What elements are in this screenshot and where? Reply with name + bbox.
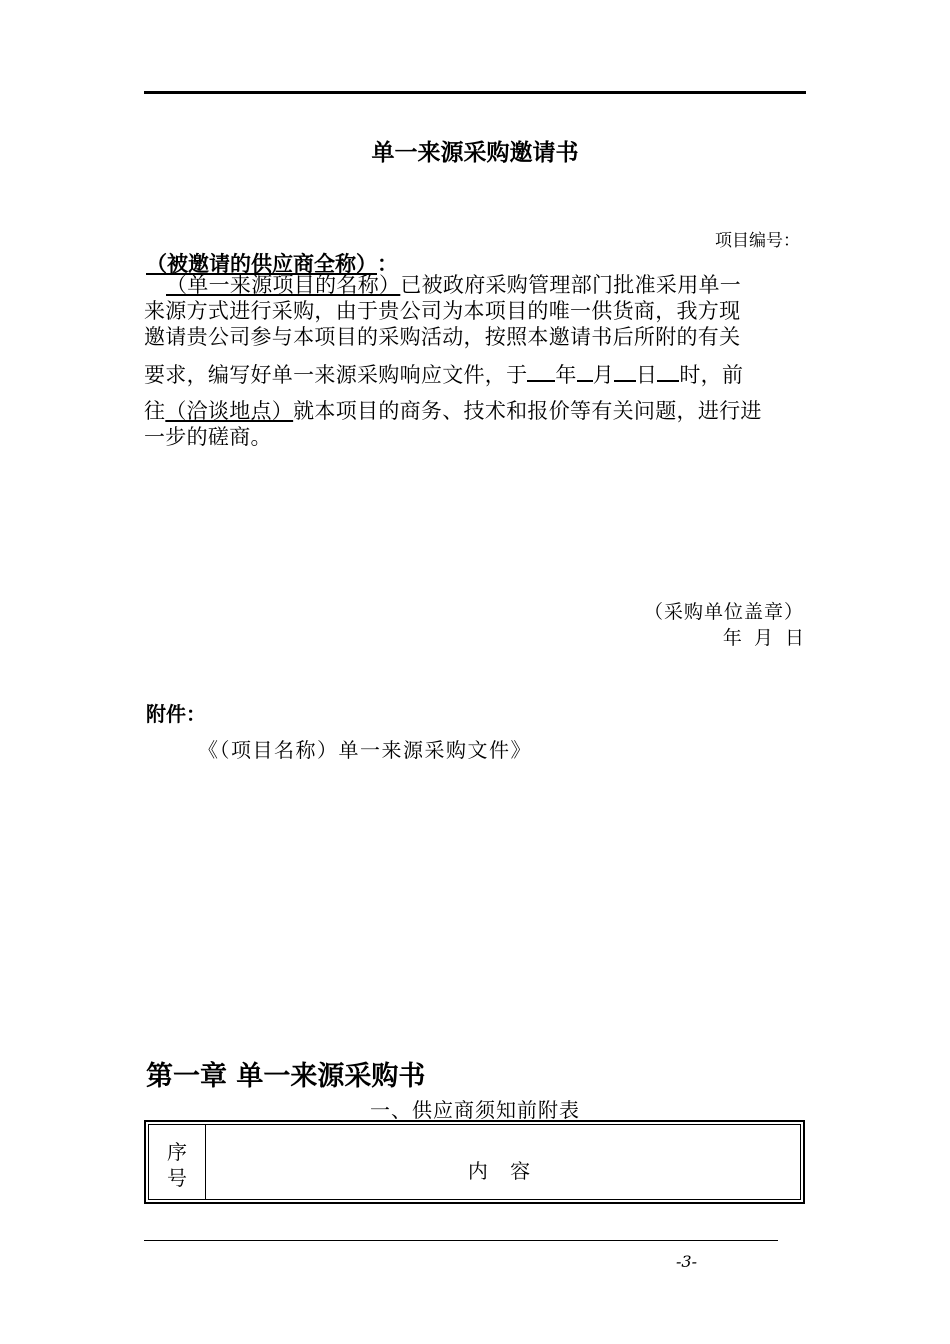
footer-rule <box>144 1240 778 1241</box>
year-label: 年 <box>555 363 577 387</box>
body-line-5-prefix: 往 <box>144 399 166 423</box>
section-heading: 一、供应商须知前附表 <box>370 1098 580 1122</box>
body-line-5-text: 就本项目的商务、技术和报价等有关问题，进行进 <box>293 399 762 423</box>
body-line-6: 一步的磋商。 <box>144 425 272 449</box>
top-rule <box>144 91 806 94</box>
table-inner-border <box>148 1124 801 1200</box>
body-line-1 <box>144 272 741 298</box>
body-line-2: 来源方式进行采购，由于贵公司为本项目的唯一供货商，我方现 <box>144 299 741 323</box>
document-title: 单一来源采购邀请书 <box>371 140 579 166</box>
body-line-4 <box>144 360 743 388</box>
meeting-place-placeholder: （洽谈地点） <box>165 399 294 423</box>
supplier-notice-table <box>144 1120 805 1204</box>
attachment-item: 《（项目名称）单一来源采购文件》 <box>198 738 532 762</box>
addressee-colon: ： <box>377 251 398 276</box>
table-header-content: 内 容 <box>467 1159 539 1183</box>
table-header-seq-1: 序 <box>167 1140 187 1164</box>
body-line-3: 邀请贵公司参与本项目的采购活动，按照本邀请书后所附的有关 <box>144 325 741 349</box>
hour-label: 时，前 <box>679 363 744 387</box>
attachment-label: 附件： <box>146 702 206 726</box>
page-number: -3- <box>676 1252 697 1271</box>
year-blank <box>527 360 555 382</box>
project-name-placeholder: （单一来源项目的名称） <box>166 273 401 297</box>
day-blank <box>614 360 636 382</box>
table-header-seq <box>149 1139 205 1191</box>
chapter-heading: 第一章 单一来源采购书 <box>146 1061 426 1092</box>
purchaser-seal: （采购单位盖章） <box>643 601 804 623</box>
body-line-4-text: 要求，编写好单一来源采购响应文件，于 <box>144 363 528 387</box>
day-label: 日 <box>636 363 658 387</box>
hour-blank <box>657 360 679 382</box>
month-blank <box>577 360 593 382</box>
table-header-seq-2: 号 <box>167 1166 187 1190</box>
project-number-label: 项目编号： <box>715 231 800 251</box>
addressee-name: （被邀请的供应商全称） <box>146 251 377 276</box>
body-line-1-text: 已被政府采购管理部门批准采用单一 <box>400 273 742 297</box>
signature-date: 年 月 日 <box>722 627 804 649</box>
month-label: 月 <box>592 363 615 387</box>
invitation-body <box>144 272 806 452</box>
body-line-5 <box>144 398 762 424</box>
